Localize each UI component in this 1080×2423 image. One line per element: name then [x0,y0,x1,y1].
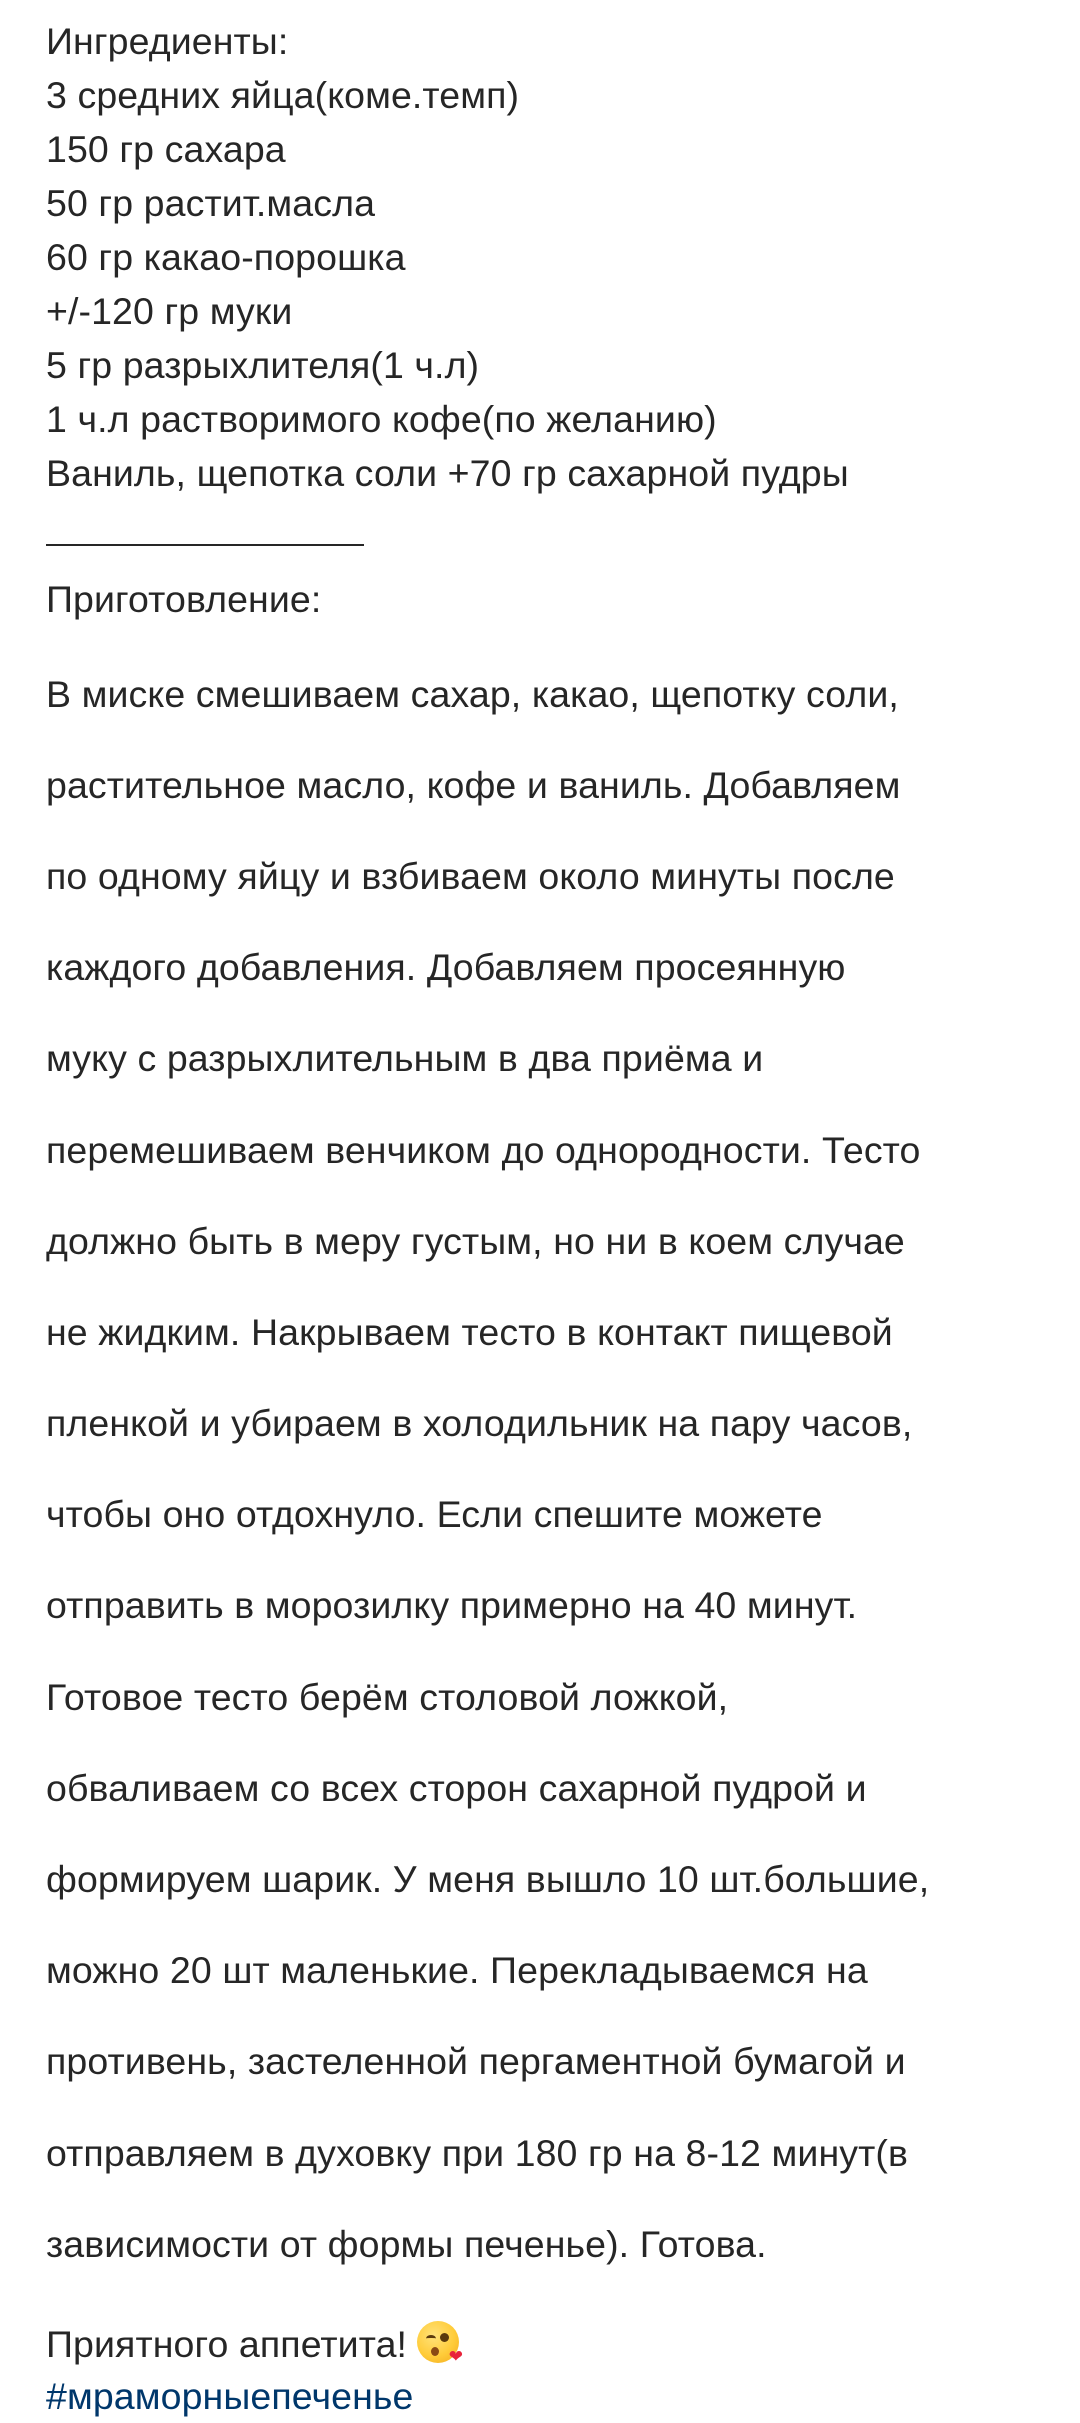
ingredient-item: 60 гр какао-порошка [46,236,406,278]
ingredient-item: 150 гр сахара [46,128,286,170]
post-caption [46,14,1056,2423]
preparation-line: муку с разрыхлительным в два приёма и [46,1037,764,1080]
preparation-line: перемешиваем венчиком до однородности. Тесто [46,1128,921,1171]
preparation-line: В миске смешиваем сахар, какао, щепотку соли, [46,672,899,715]
ingredient-item: 50 гр растит.масла [46,182,376,224]
preparation-line: каждого добавления. Добавляем просеянную [46,946,846,989]
preparation-line: по одному яйцу и взбиваем около минуты после [46,854,895,897]
preparation-text [46,626,1056,2313]
ingredient-item: 5 гр разрыхлителя(1 ч.л) [46,344,480,386]
preparation-line: формируем шарик. У меня вышло 10 шт.большие, [46,1858,930,1901]
preparation-heading: Приготовление: [46,578,322,620]
preparation-line: обваливаем со всех сторон сахарной пудрой и [46,1766,867,1809]
preparation-line: должно быть в меру густым, но ни в коем случае [46,1219,905,1262]
preparation-line: зависимости от формы печенье). Готова. [46,2222,767,2265]
preparation-line: чтобы оно отдохнуло. Если спешите можете [46,1493,823,1536]
preparation-line: отправляем в духовку при 180 гр на 8-12 минут(в [46,2131,908,2174]
preparation-line: можно 20 шт маленькие. Перекладываемся на [46,1949,868,1992]
hashtag-link[interactable]: #мраморныепеченье [46,2374,414,2417]
ingredient-item: 3 средних яйца(коме.темп) [46,74,520,116]
preparation-line: отправить в морозилку примерно на 40 минут. [46,1584,858,1627]
preparation-line: Готовое тесто берём столовой ложкой, [46,1675,729,1718]
ingredient-item: Ваниль, щепотка соли +70 гр сахарной пудры [46,452,849,494]
preparation-line: противень, застеленной пергаментной бумагой и [46,2040,906,2083]
preparation-line: пленкой и убираем в холодильник на пару часов, [46,1402,913,1445]
preparation-line: не жидким. Накрываем тесто в контакт пищевой [46,1310,893,1353]
ingredient-item: 1 ч.л растворимого кофе(по желанию) [46,398,717,440]
ingredients-heading: Ингредиенты: [46,20,289,62]
ingredients-list [46,68,1056,500]
preparation-line: растительное масло, кофе и ваниль. Добавляем [46,763,901,806]
closing-line [46,2317,1056,2371]
section-divider [46,544,364,546]
closing-text: Приятного аппетита! [46,2322,408,2365]
ingredient-item: +/-120 гр муки [46,290,293,332]
kissing-face-icon: ❤ [417,2321,459,2363]
